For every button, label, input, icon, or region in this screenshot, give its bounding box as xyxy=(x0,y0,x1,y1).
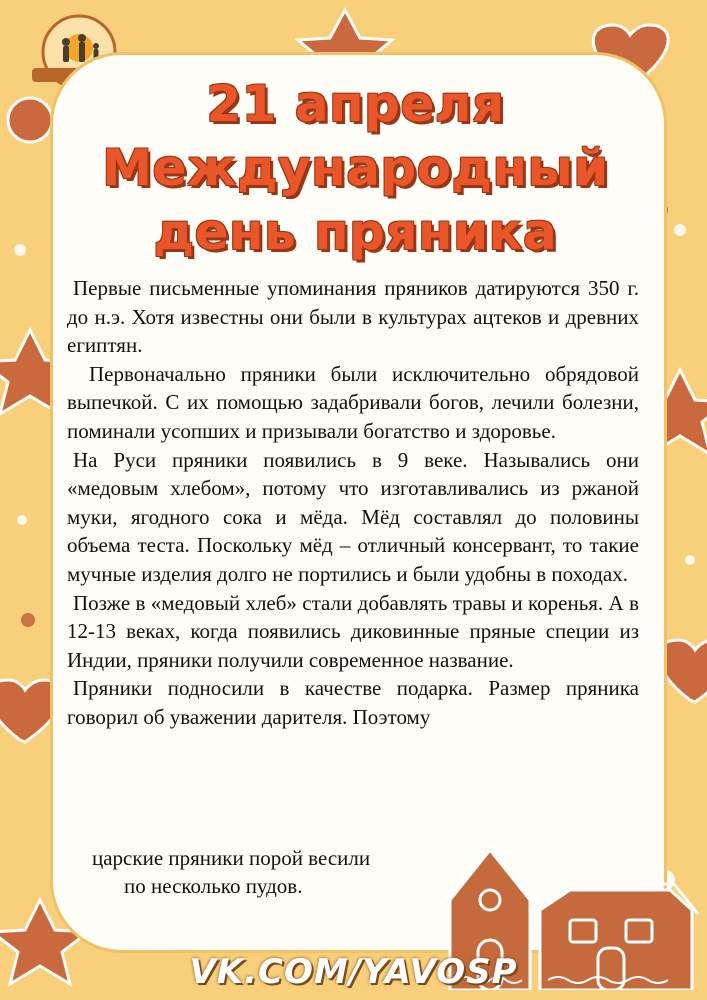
paragraph-1: Первые письменные упоминания пряников датируются 350 г. до н.э. Хотя известны они были в культурах ацтеков и древних египтян. xyxy=(67,276,639,358)
paragraph-5: Пряники подносили в качестве подарка. Размер пряника говорил об уважении дарителя. Поэтому xyxy=(67,676,639,729)
title-holiday-line1: Международный xyxy=(102,139,609,197)
paragraph-3: На Руси пряники появились в 9 веке. Назывались они «медовым хлебом», потому что изготавливались из ржаной муки, ягодного сока и мёда. Мёд составлял до половины объема теста. Поскольку мёд – отличный консервант, то такие мучные изделия долго не портились и были удобны в походах. xyxy=(67,447,639,586)
tail-line-1: царские пряники порой весили xyxy=(92,846,371,870)
article-body xyxy=(67,274,639,732)
paragraph-4: Позже в «медовый хлеб» стали добавлять травы и коренья. А в 12-13 веках, когда появились диковинные пряные специи из Индии, пряники получили современное название. xyxy=(67,590,639,672)
tail-line-2: по несколько пудов. xyxy=(124,874,303,898)
paragraph-2: Первоначально пряники были исключительно обрядовой выпечкой. С их помощью задабривали богов, лечили болезни, поминали усопших и призывали богатство и здоровье. xyxy=(67,361,639,443)
footer-vk-link[interactable]: VK.COM/YAVOSP xyxy=(189,952,518,992)
page-title xyxy=(50,72,661,264)
title-holiday-line2: день пряника xyxy=(153,203,558,261)
title-date: 21 апреля xyxy=(206,75,505,133)
